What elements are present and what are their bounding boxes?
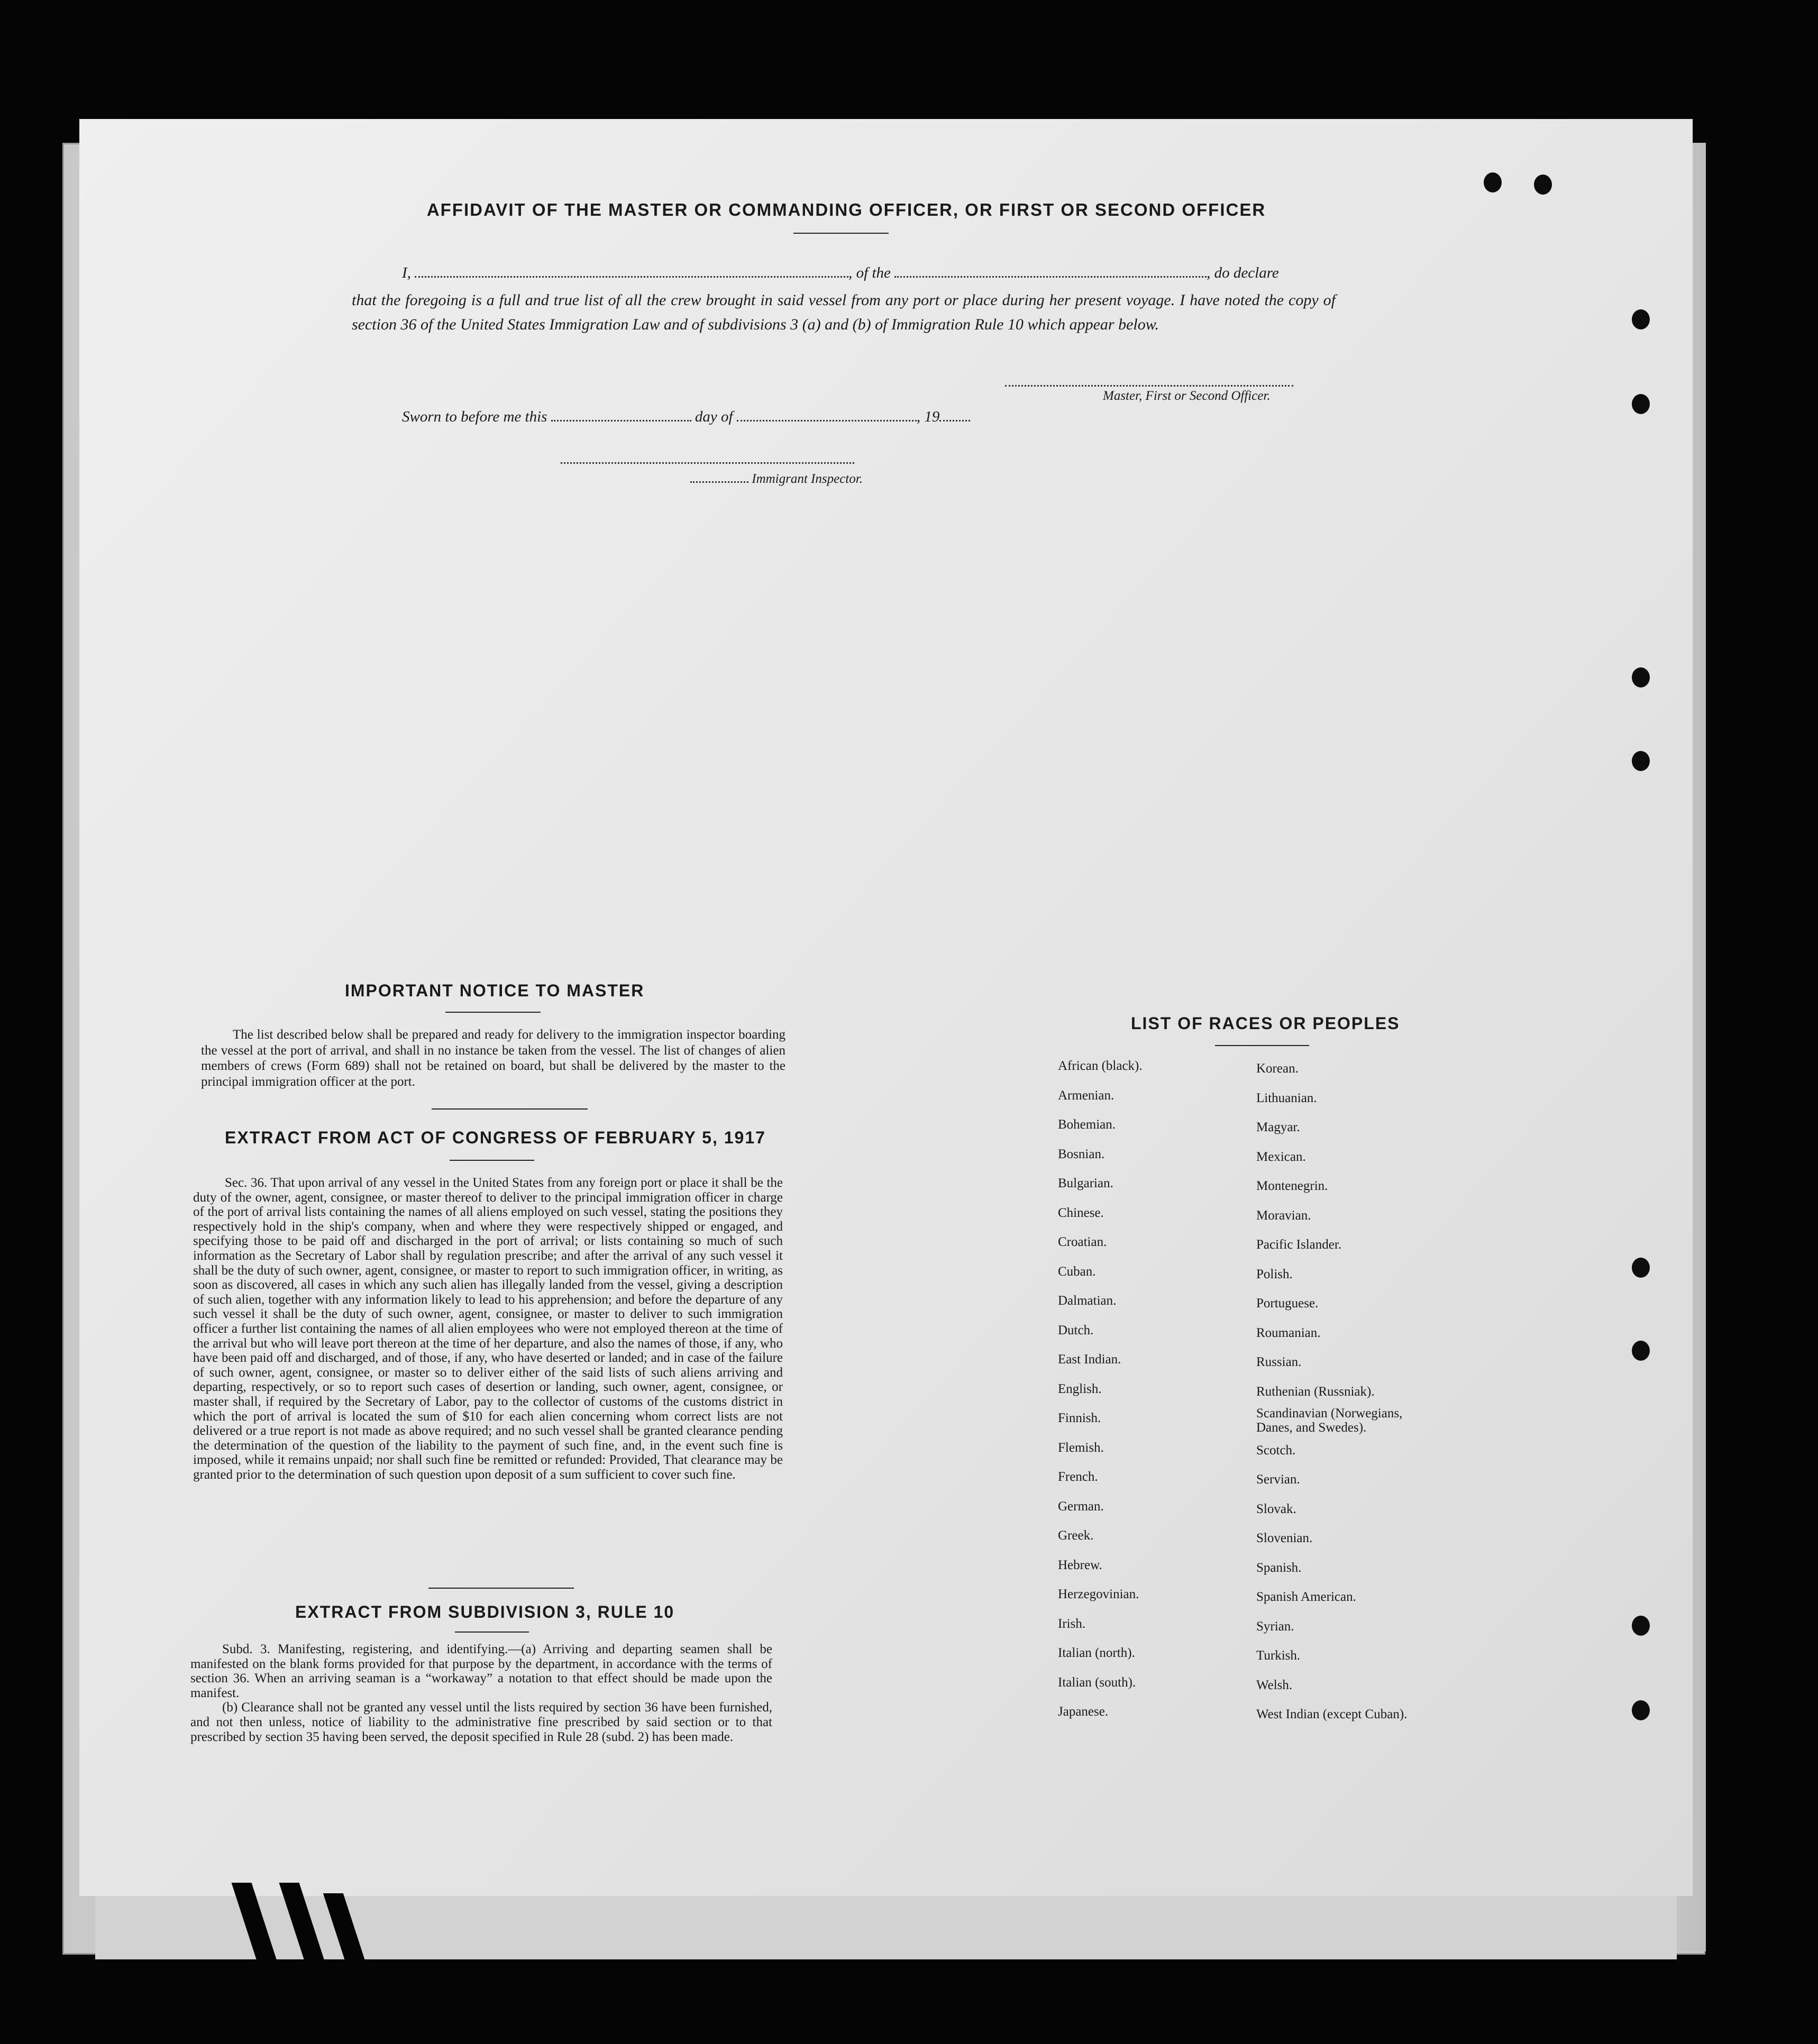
section-rule [432, 1108, 588, 1110]
race-item: Finnish. [1058, 1411, 1101, 1425]
races-column-1 [1058, 1051, 1143, 1727]
race-item: Armenian. [1058, 1088, 1114, 1103]
inspector-label-row [690, 472, 863, 487]
race-item: Slovak. [1256, 1501, 1296, 1516]
race-item: Portuguese. [1256, 1296, 1319, 1310]
race-item: Magyar. [1256, 1120, 1300, 1134]
race-item: German. [1058, 1499, 1104, 1514]
rule-para-b: (b) Clearance shall not be granted any vessel until the lists required by section 36 have been furnished, and not then unless, notice of liability to the administrative fine prescribed by said section or to that prescribed by section 35 having been served, the deposit specified in Rule 28 (subd. 2) has been made. [190, 1700, 772, 1744]
race-item: Roumanian. [1256, 1325, 1321, 1340]
inspector-label: Immigrant Inspector. [752, 472, 863, 486]
race-item: Dutch. [1058, 1323, 1094, 1337]
master-signature-label: Master, First or Second Officer. [1103, 389, 1271, 403]
race-item: Ruthenian (Russniak). [1256, 1384, 1375, 1399]
affidavit-body: that the foregoing is a full and true list of all the crew brought in said vessel from any port or place during her present voyage. I have noted the copy of section 36 of the United States Immigration Law and of subdivisions 3 (a) and (b) of Immigration Rule 10 which appear below. [352, 291, 1336, 333]
race-item: Dalmatian. [1058, 1294, 1117, 1308]
affidavit-declaration-line [402, 264, 1279, 282]
race-item: Flemish. [1058, 1440, 1104, 1455]
race-item: Bulgarian. [1058, 1176, 1113, 1190]
act-text: Sec. 36. That upon arrival of any vessel in the United States from any foreign port or place it shall be the duty of the owner, agent, consignee, or master thereof to deliver to the principal immigration officer in charge of the port of arrival lists containing the names of all aliens employed on such vessel, stating the positions they respectively hold in the ship's company, when and where they were respectively shipped or engaged, and specifying those to be paid off and discharged in the port of arrival; or lists containing so much of such information as the Secretary of Labor shall by regulation prescribe; and after the arrival of any such vessel it shall be the duty of such owner, agent, consignee, or master to report to such immigration officer, in writing, as soon as discovered, all cases in which any such alien has illegally landed from the vessel, giving a description of such alien, together with any information likely to lead to his apprehension; and before the departure of any such vessel it shall be the duty of such owner, agent, consignee, or master to deliver to such immigration officer a further list containing the names of all alien employees who were not employed thereon at the time of the arrival but who will leave port thereon at the time of her departure, and also the names of those, if any, who have been paid off and discharged, and of those, if any, who have deserted or landed; and in case of the failure of such owner, agent, consignee, or master so to deliver either of the said lists of such aliens arriving and departing, respectively, or so to report such cases of desertion or landing, such owner, agent, consignee, or master shall, if required by the Secretary of Labor, pay to the collector of customs of the customs district in which the port of arrival is located the sum of $10 for each alien concerning whom correct lists are not delivered or a true report is not made as above required; and no such vessel shall be granted clearance pending the determination of the question of the liability to the payment of such fine, and, in the event such fine is imposed, while it remains unpaid; nor shall such fine be remitted or refunded: Provided, That clearance may be granted prior to the determination of such question upon deposit of a sum sufficient to cover such fine. [193, 1176, 783, 1482]
punch-hole [1632, 394, 1650, 414]
race-item: Chinese. [1058, 1205, 1104, 1220]
punch-hole [1632, 751, 1650, 771]
race-item: French. [1058, 1470, 1098, 1484]
race-item: Irish. [1058, 1616, 1086, 1631]
races-rule [1215, 1045, 1309, 1046]
declarant-name-field[interactable] [415, 264, 848, 278]
race-item: Japanese. [1058, 1704, 1109, 1719]
declarant-prefix: I, [402, 264, 411, 281]
punch-hole [1484, 172, 1502, 193]
race-item: Herzegovinian. [1058, 1587, 1139, 1601]
punch-hole [1632, 1341, 1650, 1361]
section-rule [428, 1588, 574, 1589]
inspector-signature-field[interactable] [561, 451, 854, 464]
race-item: Spanish. [1256, 1560, 1302, 1575]
race-item: Welsh. [1256, 1678, 1293, 1692]
race-item: Scandinavian (Norwegians, Danes, and Swedes). [1256, 1406, 1403, 1435]
sworn-year-field[interactable] [939, 408, 970, 421]
sworn-day-field[interactable] [551, 408, 691, 421]
race-item: Spanish American. [1256, 1590, 1356, 1604]
sworn-day-of: day of [695, 408, 733, 425]
race-item: Korean. [1256, 1061, 1299, 1076]
document-page [79, 119, 1693, 1896]
race-item: English. [1058, 1381, 1102, 1396]
race-item: Russian. [1256, 1355, 1302, 1369]
rule-text-block [190, 1642, 772, 1744]
title-rule [793, 233, 889, 234]
race-item: Italian (north). [1058, 1646, 1135, 1660]
sworn-year-prefix: , 19 [916, 408, 940, 425]
rule-rule [455, 1631, 529, 1633]
race-item: Mexican. [1256, 1149, 1306, 1164]
sworn-month-field[interactable] [737, 408, 917, 421]
race-item: Croatian. [1058, 1235, 1107, 1249]
race-item: Bohemian. [1058, 1117, 1116, 1132]
race-item: Cuban. [1058, 1264, 1096, 1279]
sworn-prefix: Sworn to before me this [402, 408, 547, 425]
race-item: Polish. [1256, 1267, 1293, 1281]
race-item: Bosnian. [1058, 1147, 1105, 1161]
race-item: Scotch. [1256, 1443, 1296, 1458]
race-item: West Indian (except Cuban). [1256, 1707, 1408, 1721]
notice-rule [445, 1012, 541, 1013]
act-rule [450, 1160, 534, 1161]
notice-text-block [201, 1027, 785, 1089]
punch-hole [1632, 667, 1650, 688]
punch-hole [1632, 1616, 1650, 1636]
races-column-2 [1256, 1054, 1431, 1729]
race-item: Syrian. [1256, 1619, 1294, 1634]
notice-title: IMPORTANT NOTICE TO MASTER [345, 981, 645, 1000]
race-item: African (black). [1058, 1059, 1143, 1073]
vessel-name-field[interactable] [894, 264, 1207, 278]
race-item: Hebrew. [1058, 1557, 1102, 1572]
act-text-block [193, 1176, 783, 1482]
rule-extract-title: EXTRACT FROM SUBDIVISION 3, RULE 10 [295, 1602, 675, 1621]
vessel-prefix: , of the [848, 264, 891, 281]
act-extract-title: EXTRACT FROM ACT OF CONGRESS OF FEBRUARY 5, 1917 [225, 1128, 766, 1147]
punch-hole [1632, 1258, 1650, 1278]
race-item: Greek. [1058, 1528, 1094, 1543]
race-item: Pacific Islander. [1256, 1238, 1342, 1252]
race-item: Italian (south). [1058, 1675, 1136, 1690]
affidavit-title: AFFIDAVIT OF THE MASTER OR COMMANDING OFFICER, OR FIRST OR SECOND OFFICER [426, 200, 1266, 219]
declare-suffix: , do declare [1207, 264, 1279, 281]
inspector-dots [690, 474, 748, 483]
race-item: Lithuanian. [1256, 1090, 1317, 1105]
race-item: Servian. [1256, 1472, 1300, 1487]
punch-hole [1534, 175, 1552, 195]
races-title: LIST OF RACES OR PEOPLES [1131, 1014, 1400, 1033]
sworn-line [402, 408, 970, 426]
rule-para-a: Subd. 3. Manifesting, registering, and identifying.—(a) Arriving and departing seamen shall be manifested on the blank forms provided for that purpose by the department, in accordance with the terms of section 36. When an arriving seaman is a “workaway” a notation to that effect should be made upon the manifest. [190, 1642, 772, 1700]
race-item: Montenegrin. [1256, 1179, 1328, 1193]
master-signature-field[interactable] [1005, 373, 1293, 387]
notice-text: The list described below shall be prepared and ready for delivery to the immigration inspector boarding the vessel at the port of arrival, and shall in no instance be taken from the vessel. The list of changes of alien members of crews (Form 689) shall not be retained on board, but shall be delivered by the master to the principal immigration officer at the port. [201, 1028, 785, 1089]
punch-hole [1632, 309, 1650, 329]
race-item: East Indian. [1058, 1352, 1121, 1367]
punch-hole [1632, 1700, 1650, 1720]
race-item: Turkish. [1256, 1648, 1301, 1663]
race-item: Moravian. [1256, 1208, 1311, 1223]
race-item: Slovenian. [1256, 1531, 1313, 1545]
